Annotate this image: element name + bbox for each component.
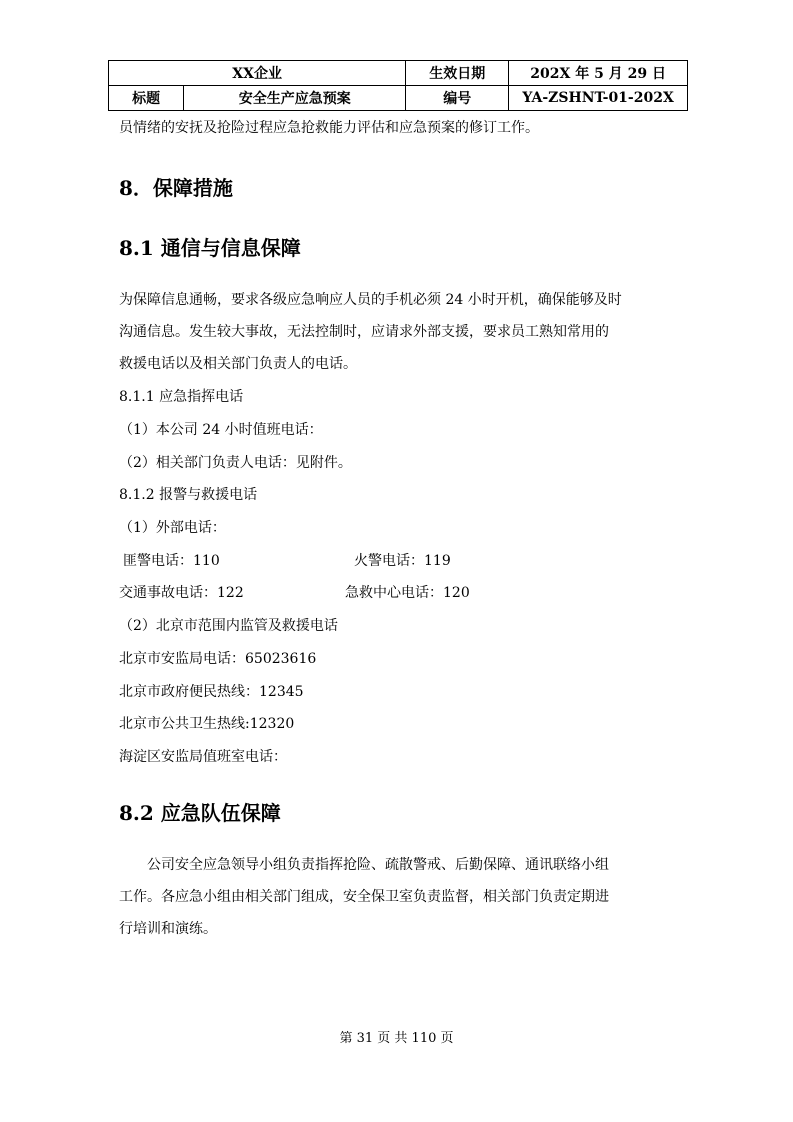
beijing-safety-bureau-phone: 北京市安监局电话：65023616 — [119, 651, 317, 667]
dept-head-phone-item: （2）相关部门负责人电话：见附件。 — [119, 455, 352, 471]
header-table — [108, 60, 688, 111]
section-8-1-1-heading: 8.1.1 应急指挥电话 — [119, 389, 244, 405]
code-label: 编号 — [406, 86, 509, 111]
effective-date-label: 生效日期 — [406, 61, 509, 86]
haidian-duty-phone: 海淀区安监局值班室电话： — [119, 749, 287, 765]
code-value: YA-ZSHNT-01-202X — [509, 86, 688, 111]
section-8-1-heading: 8.1 通信与信息保障 — [119, 236, 301, 260]
paragraph-8-1-line2: 沟通信息。发生较大事故，无法控制时，应请求外部支援，要求员工熟知常用的 — [119, 324, 609, 340]
paragraph-8-2-line1: 公司安全应急领导小组负责指挥抢险、疏散警戒、后勤保障、通讯联络小组 — [147, 857, 609, 873]
external-phones-item: （1）外部电话： — [119, 520, 226, 536]
company-name: XX企业 — [109, 61, 406, 86]
effective-date-value: 202X 年 5 月 29 日 — [509, 61, 688, 86]
beijing-health-hotline: 北京市公共卫生热线:12320 — [119, 716, 295, 732]
ambulance-phone: 急救中心电话：120 — [345, 585, 470, 601]
carryover-text: 员情绪的安抚及抢险过程应急抢救能力评估和应急预案的修订工作。 — [119, 120, 539, 136]
fire-phone: 火警电话：119 — [354, 553, 451, 569]
police-phone: 匪警电话：110 — [123, 553, 220, 569]
section-8-2-heading: 8.2 应急队伍保障 — [119, 801, 281, 825]
title-label: 标题 — [109, 86, 184, 111]
section-8-1-2-heading: 8.1.2 报警与救援电话 — [119, 487, 258, 503]
paragraph-8-1-line1: 为保障信息通畅，要求各级应急响应人员的手机必须 24 小时开机，确保能够及时 — [119, 292, 622, 308]
traffic-accident-phone: 交通事故电话：122 — [119, 585, 244, 601]
section-8-heading: 8．保障措施 — [119, 176, 233, 200]
beijing-phones-item: （2）北京市范围内监管及救援电话 — [119, 618, 338, 634]
title-value: 安全生产应急预案 — [184, 86, 406, 111]
paragraph-8-2-line2: 工作。各应急小组由相关部门组成，安全保卫室负责监督，相关部门负责定期进 — [119, 889, 609, 905]
paragraph-8-1-line3: 救援电话以及相关部门负责人的电话。 — [119, 356, 357, 372]
paragraph-8-2-line3: 行培训和演练。 — [119, 921, 217, 937]
duty-phone-item: （1）本公司 24 小时值班电话： — [119, 422, 323, 438]
page-number: 第 31 页 共 110 页 — [339, 1031, 454, 1046]
beijing-gov-hotline: 北京市政府便民热线：12345 — [119, 684, 304, 700]
